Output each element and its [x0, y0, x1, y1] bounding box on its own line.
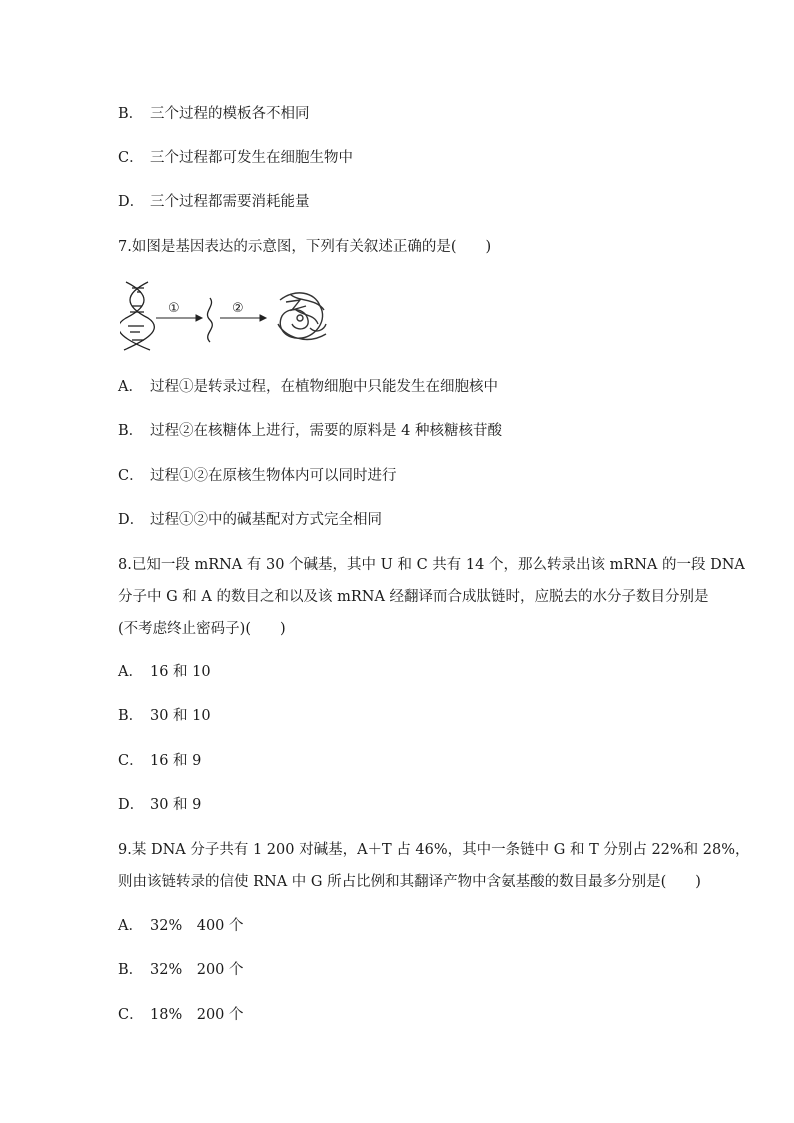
step-1-label: ① [168, 301, 180, 316]
q9-option-a [118, 916, 244, 936]
option-letter: C． [118, 753, 144, 769]
option-letter: C． [118, 150, 144, 166]
q8-option-a [118, 662, 211, 682]
option-text: 三个过程的模板各不相同 [150, 106, 310, 122]
q9-stem-line-1: 9.某 DNA 分子共有 1 200 对碱基，A＋T 占 46%，其中一条链中 G 和 T 分别占 22%和 28%， [118, 842, 750, 858]
q6-option-d [118, 192, 310, 212]
step-2-label: ② [232, 301, 244, 316]
q6-option-c [118, 148, 353, 168]
option-text: 32% 200 个 [150, 962, 244, 978]
q7-option-d [118, 510, 382, 530]
option-letter: D． [118, 194, 145, 210]
option-letter: B． [118, 423, 144, 439]
q8-stem-line-3: (不考虑终止密码子)( ) [118, 621, 286, 637]
gene-expression-figure [120, 280, 340, 352]
option-text: 过程②在核糖体上进行，需要的原料是 4 种核糖核苷酸 [150, 423, 502, 439]
option-text: 16 和 10 [150, 664, 211, 680]
option-letter: D． [118, 512, 145, 528]
option-letter: C． [118, 468, 144, 484]
option-text: 30 和 9 [150, 797, 202, 813]
q7-option-c [118, 466, 397, 486]
q8-option-d [118, 795, 201, 815]
q9-option-b [118, 960, 244, 980]
q6-option-b [118, 104, 310, 124]
option-letter: D． [118, 797, 145, 813]
option-text: 过程①②在原核生物体内可以同时进行 [150, 468, 397, 484]
option-letter: B． [118, 962, 144, 978]
option-letter: A． [118, 664, 143, 680]
q8-stem-line-2: 分子中 G 和 A 的数目之和以及该 mRNA 经翻译而合成肽链时，应脱去的水分子数目分别是 [118, 589, 709, 605]
option-letter: B． [118, 708, 144, 724]
q7-stem: 7.如图是基因表达的示意图，下列有关叙述正确的是( ) [118, 239, 492, 255]
option-letter: A． [118, 379, 143, 395]
q7-option-b [118, 421, 502, 441]
option-letter: C． [118, 1007, 144, 1023]
option-text: 16 和 9 [150, 753, 202, 769]
q8-option-b [118, 706, 211, 726]
q9-stem-line-2: 则由该链转录的信使 RNA 中 G 所占比例和其翻译产物中含氨基酸的数目最多分别是( ) [118, 874, 701, 890]
option-text: 三个过程都需要消耗能量 [150, 194, 310, 210]
option-text: 三个过程都可发生在细胞生物中 [150, 150, 353, 166]
dna-helix-icon [120, 282, 154, 350]
option-letter: A． [118, 918, 143, 934]
mrna-strand-icon [207, 298, 212, 342]
option-text: 过程①是转录过程，在植物细胞中只能发生在细胞核中 [150, 379, 498, 395]
q9-option-c [118, 1005, 244, 1025]
q8-stem-line-1: 8.已知一段 mRNA 有 30 个碱基，其中 U 和 C 共有 14 个，那么转录出该 mRNA 的一段 DNA [118, 557, 745, 573]
option-text: 过程①②中的碱基配对方式完全相同 [150, 512, 382, 528]
option-letter: B． [118, 106, 144, 122]
option-text: 30 和 10 [150, 708, 211, 724]
option-text: 18% 200 个 [150, 1007, 244, 1023]
q7-option-a [118, 377, 498, 397]
q8-option-c [118, 751, 201, 771]
option-text: 32% 400 个 [150, 918, 244, 934]
protein-icon [278, 293, 326, 340]
